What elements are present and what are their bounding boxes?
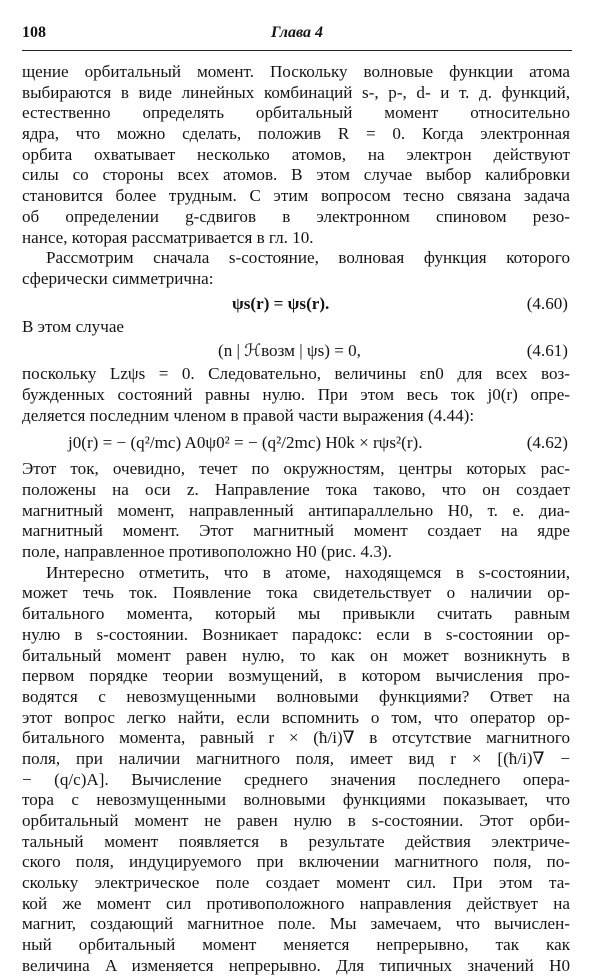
text-line: поля, при наличии магнитного поля, имеет вид r × [(ħ/i)∇ − xyxy=(22,748,570,768)
text-line: орбитальный момент не равен нулю в s-состоянии. Этот орби- xyxy=(22,811,570,830)
text-line: скольку электрическое поле создает момент сил. При этом та- xyxy=(22,873,570,893)
text-line: битального момента, который мы привыкли считать равным xyxy=(22,604,570,624)
text-line: ядра, что можно сделать, положив R = 0. Когда электронная xyxy=(22,124,570,144)
equation-formula: (n | ℋвозм | ψs) = 0, xyxy=(218,341,361,361)
text-line: становится более трудным. С этим вопросом тесно связана задача xyxy=(22,186,570,206)
running-header xyxy=(22,24,572,51)
text-line: магнитный момент, направленный антипараллельно H0, т. е. диа- xyxy=(22,500,570,520)
text-line: силы со стороны всех атомов. В этом случае выбор калибровки xyxy=(22,165,570,185)
text-line: деляется последним членом в правой части выражения (4.44): xyxy=(22,405,475,425)
text-line: − (q/c)A]. Вычисление среднего значения последнего опера- xyxy=(22,769,570,789)
text-line: Рассмотрим сначала s-состояние, волновая функция которого xyxy=(46,248,570,268)
text-line: ный орбитальный момент меняется непрерывно, так как xyxy=(22,935,570,955)
equation-number: (4.61) xyxy=(526,341,568,361)
text-line: величина A изменяется непрерывно. Для типичных значений H0 xyxy=(22,955,570,975)
text-line: может течь ток. Появление тока свидетельствует о наличии ор- xyxy=(22,583,570,603)
text-line: щение орбитальный момент. Поскольку волновые функции атома xyxy=(22,62,570,81)
text-line: битального момента, равный r × (ħ/i)∇ в отсутствие магнитного xyxy=(22,728,570,748)
text-line: выбираются в виде линейных комбинаций s-, p-, d- и т. д. функций, xyxy=(22,82,570,102)
text-line: ского поля, индуцируемого при включении магнитного поля, по- xyxy=(22,852,570,872)
equation-number: (4.60) xyxy=(526,293,568,313)
text-line: сферически симметрична: xyxy=(22,268,214,288)
equation-number: (4.62) xyxy=(526,433,568,453)
text-line: первом порядке теории возмущений, в котором вычисления про- xyxy=(22,666,570,686)
equation-4-60 xyxy=(22,290,570,317)
text-line: кой же момент сил противоположного направления действует на xyxy=(22,893,570,913)
text-line: магнитный момент. Этот магнитный момент создает на ядре xyxy=(22,521,570,541)
text-line: поле, направленное противоположно H0 (рис. 4.3). xyxy=(22,542,392,562)
text-line: положены на оси z. Направление тока таково, что он создает xyxy=(22,480,570,499)
text-line: тальный момент появляется в результате действия электриче- xyxy=(22,831,570,851)
text-line: поскольку Lzψs = 0. Следовательно, величины εn0 для всех воз- xyxy=(22,364,570,384)
page-body xyxy=(22,62,570,977)
paragraph-2 xyxy=(22,248,570,459)
text-line: орбита охватывает несколько атомов, на электрон действуют xyxy=(22,144,570,164)
text-line: битальный момент равен нулю, то как он может возникнуть в xyxy=(22,645,570,665)
chapter-title: Глава 4 xyxy=(270,24,324,41)
text-line: нансе, которая рассматривается в гл. 10. xyxy=(22,227,314,247)
text-line: водятся с невозмущенными волновыми функциями? Ответ на xyxy=(22,686,570,706)
paragraph-3 xyxy=(22,459,570,976)
text-line: этот вопрос легко найти, если вспомнить о том, что оператор ор- xyxy=(22,707,570,727)
text-line: тора с невозмущенными волновыми функциями показывает, что xyxy=(22,790,570,810)
text-line: бужденных состояний равны нулю. При этом весь ток j0(r) опре- xyxy=(22,384,570,404)
text-line: естественно определять орбитальный момент относительно xyxy=(22,103,570,123)
equation-formula: j0(r) = − (q²/mc) A0ψ0² = − (q²/2mc) H0k × rψs²(r). xyxy=(68,433,423,453)
page-number: 108 xyxy=(22,24,46,41)
text-line: В этом случае xyxy=(22,316,125,336)
text-line: магнит, создающий магнитное поле. Мы замечаем, что вычислен- xyxy=(22,914,570,934)
paragraph-1 xyxy=(22,62,570,248)
equation-formula: ψs(r) = ψs(r). xyxy=(232,293,330,313)
text-line: Этот ток, очевидно, течет по окружностям, центры которых рас- xyxy=(22,459,570,479)
equation-4-61 xyxy=(22,337,570,364)
text-line: Интересно отметить, что в атоме, находящемся в s-состоянии, xyxy=(46,562,570,582)
text-line: нулю в s-состоянии. Возникает парадокс: если в s-состоянии ор- xyxy=(22,624,570,644)
text-line: об определении g-сдвигов в электронном спиновом резо- xyxy=(22,206,570,226)
equation-4-62 xyxy=(22,426,570,459)
